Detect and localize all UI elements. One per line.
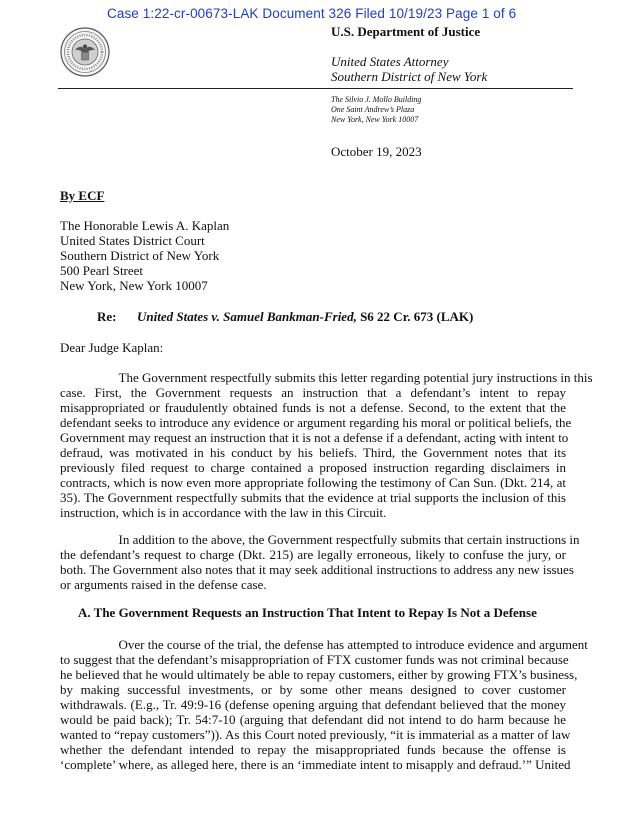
section-heading: A. The Government Requests an Instruction That Intent to Repay Is Not a Defense [78, 605, 537, 620]
paragraph-line: defraud, was motivated in his conduct by his beliefs. Third, the Government notes that its [60, 445, 566, 460]
re-label: Re: [97, 309, 117, 324]
office-district: Southern District of New York [331, 69, 488, 84]
recipient-line: United States District Court [60, 233, 205, 248]
paragraph-line: previously filed request to charge contained a proposed instruction regarding disclaimers in [60, 460, 566, 475]
paragraph-line: whether the defendant intended to repay the misappropriated funds because the offense is [60, 742, 566, 757]
paragraph-line: both. The Government also notes that it may seek additional instructions to address any new issues [60, 562, 574, 577]
paragraph-line: instruction, which is in accordance with the law in this Circuit. [60, 505, 387, 520]
re-case-number: S6 22 Cr. 673 (LAK) [356, 309, 474, 324]
paragraph-line: The Government respectfully submits this letter regarding potential jury instructions in this [60, 370, 593, 385]
filing-stamp: Case 1:22-cr-00673-LAK Document 326 Filed 10/19/23 Page 1 of 6 [107, 6, 517, 21]
re-subject [137, 309, 473, 325]
recipient-line: The Honorable Lewis A. Kaplan [60, 218, 230, 233]
paragraph-line: would be paid back); Tr. 54:7-10 (arguing that defendant did not intend to do harm because he [60, 712, 566, 727]
paragraph-line: case. First, the Government requests an instruction that a defendant’s intent to repay [60, 385, 566, 400]
delivery-method: By ECF [60, 188, 105, 203]
paragraph-line: In addition to the above, the Government respectfully submits that certain instructions in [60, 532, 580, 547]
paragraph-line: Over the course of the trial, the defense has attempted to introduce evidence and argument [60, 637, 588, 652]
recipient-line: Southern District of New York [60, 248, 220, 263]
address-line: The Silvio J. Mollo Building [331, 95, 422, 104]
address-line: New York, New York 10007 [331, 115, 419, 124]
recipient-line: 500 Pearl Street [60, 263, 144, 278]
recipient-line: New York, New York 10007 [60, 278, 208, 293]
paragraph-line: ‘complete’ where, as alleged here, there is an ‘immediate intent to misapply and defraud.’” United [60, 757, 571, 772]
body-paragraph-1 [60, 370, 593, 520]
paragraph-line: defendant seeks to introduce any evidence or argument regarding his moral or political beliefs, the [60, 415, 572, 430]
paragraph-line: contracts, which is now even more appropriate following the testimony of Can Sun. (Dkt. 214, at [60, 475, 566, 490]
paragraph-line: by making successful investments, or by some other means designed to cover customer [60, 682, 566, 697]
letter-date: October 19, 2023 [331, 144, 422, 159]
letterhead-divider [58, 88, 573, 89]
paragraph-line: wanted to “repay customers”)). As this Court noted previously, “it is immaterial as a matter of law [60, 727, 571, 742]
body-paragraph-2 [60, 532, 580, 592]
address-line: One Saint Andrew’s Plaza [331, 105, 415, 114]
office-title: United States Attorney [331, 54, 449, 69]
paragraph-line: to suggest that the defendant’s misappropriation of FTX customer funds was not criminal because [60, 652, 569, 667]
body-paragraph-3 [60, 637, 588, 772]
paragraph-line: or arguments raised in the defense case. [60, 577, 267, 592]
paragraph-line: Government may request an instruction that it is not a defense if a defendant, acting with intent to [60, 430, 569, 445]
re-case-name: United States v. Samuel Bankman-Fried, [137, 309, 357, 324]
paragraph-line: the defendant’s request to charge (Dkt. 215) are legally erroneous, likely to confuse the jury, or [60, 547, 566, 562]
department-name: U.S. Department of Justice [331, 24, 481, 39]
paragraph-line: he believed that he would ultimately be able to repay customers, either by growing FTX’s business, [60, 667, 578, 682]
paragraph-line: misappropriated or fraudulently obtained funds is not a defense. Second, to the extent that the [60, 400, 566, 415]
doj-seal-icon [60, 27, 110, 77]
paragraph-line: withdrawals. (E.g., Tr. 49:9-16 (defense opening arguing that defendant believed that the money [60, 697, 566, 712]
paragraph-line: 35). The Government respectfully submits that the evidence at trial supports the inclusion of this [60, 490, 566, 505]
recipient-block [60, 218, 229, 293]
salutation: Dear Judge Kaplan: [60, 340, 164, 355]
